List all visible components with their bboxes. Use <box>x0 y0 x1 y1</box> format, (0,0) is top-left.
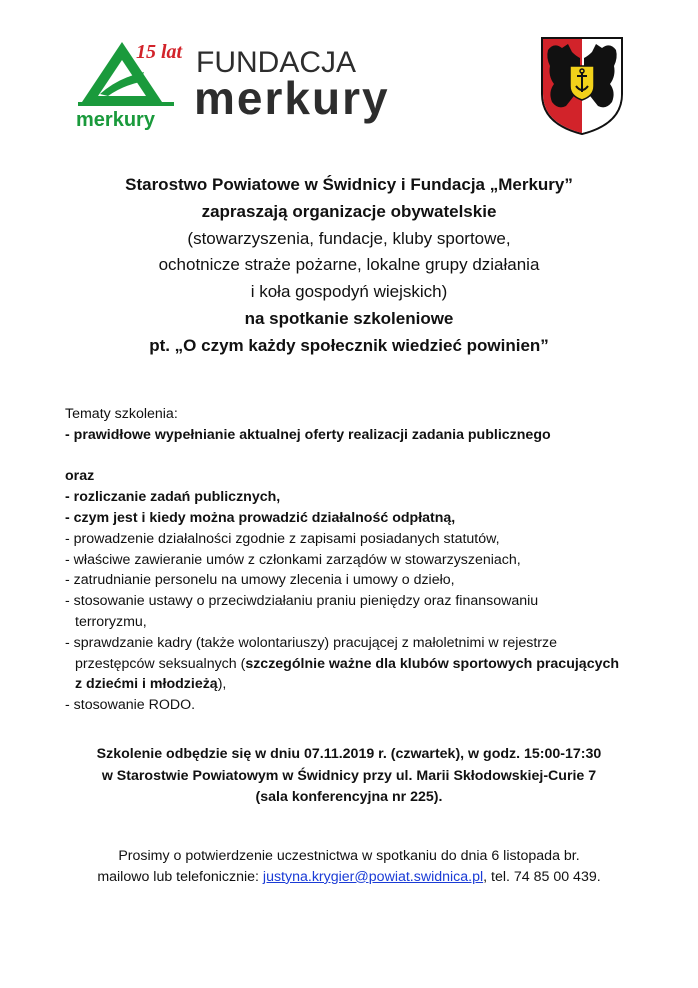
heading-line-orgs-list-3: i koła gospodyń wiejskich) <box>250 282 448 302</box>
contact-phone: , tel. 74 85 00 439. <box>483 868 601 885</box>
meeting-room: (sala konferencyjna nr 225). <box>255 789 443 805</box>
invitation-heading <box>40 172 658 360</box>
meeting-details <box>40 744 658 809</box>
topic-emphasis: z dziećmi i młodzieżą <box>75 676 218 693</box>
heading-line-orgs-list-1: (stowarzyszenia, fundacje, kluby sportowe, <box>187 228 511 248</box>
topic-main-item: - prawidłowe wypełnianie aktualnej oferty realizacji zadania publicznego <box>65 426 551 443</box>
meeting-date-time: Szkolenie odbędzie się w dniu 07.11.2019 r. (czwartek), w godz. 15:00-17:30 <box>96 746 602 762</box>
coat-of-arms-icon <box>540 36 624 136</box>
logo-title-line1: FUNDACJA <box>196 46 357 79</box>
topic-item-continuation <box>65 654 665 675</box>
fundacja-merkury-logo <box>70 38 470 134</box>
logo-badge-text: 15 lat <box>136 41 183 63</box>
heading-line-invite: zapraszają organizacje obywatelskie <box>201 201 497 221</box>
topic-text: ), <box>217 676 227 693</box>
topic-item: - sprawdzanie kadry (także wolontariuszy) pracującej z małoletnimi w rejestrze <box>65 634 558 651</box>
topic-item-continuation: terroryzmu, <box>75 613 147 630</box>
contact-line <box>30 867 668 888</box>
heading-line-orgs-list-2: ochotnicze straże pożarne, lokalne grupy działania <box>158 255 540 275</box>
heading-line-organizers: Starostwo Powiatowe w Świdnicy i Fundacja „Merkury” <box>125 175 573 194</box>
topics-conjunction: oraz <box>65 468 95 485</box>
registration-deadline: Prosimy o potwierdzenie uczestnictwa w spotkaniu do dnia 6 listopada br. <box>118 848 580 864</box>
logo-small-text: merkury <box>76 109 155 131</box>
topic-text: przestępców seksualnych ( <box>75 655 246 672</box>
topic-item: - rozliczanie zadań publicznych, <box>65 489 281 506</box>
topic-item: - prowadzenie działalności zgodnie z zapisami posiadanych statutów, <box>65 530 500 547</box>
topic-item-continuation <box>65 674 665 695</box>
meeting-location: w Starostwie Powiatowym w Świdnicy przy ul. Marii Skłodowskiej-Curie 7 <box>101 767 597 784</box>
topic-item: - stosowanie RODO. <box>65 697 196 714</box>
topic-item: - stosowanie ustawy o przeciwdziałaniu praniu pieniędzy oraz finansowaniu <box>65 593 539 610</box>
topic-item: - właściwe zawieranie umów z członkami zarządów w stowarzyszeniach, <box>65 551 521 568</box>
topics-label: Tematy szkolenia: <box>65 406 178 422</box>
heading-line-title: pt. „O czym każdy społecznik wiedzieć powinien” <box>149 335 549 355</box>
topic-item: - zatrudnianie personelu na umowy zlecenia i umowy o dzieło, <box>65 572 455 589</box>
heading-line-meeting: na spotkanie szkoleniowe <box>244 308 454 328</box>
logo-title-line2: merkury <box>194 72 390 124</box>
topic-emphasis: szczególnie ważne dla klubów sportowych pracujących <box>245 655 620 672</box>
registration-note <box>30 846 668 888</box>
topic-item: - czym jest i kiedy można prowadzić działalność odpłatną, <box>65 509 456 526</box>
contact-prefix: mailowo lub telefonicznie: <box>97 868 263 885</box>
contact-email-link[interactable]: justyna.krygier@powiat.swidnica.pl <box>262 868 484 885</box>
training-topics <box>65 404 665 716</box>
